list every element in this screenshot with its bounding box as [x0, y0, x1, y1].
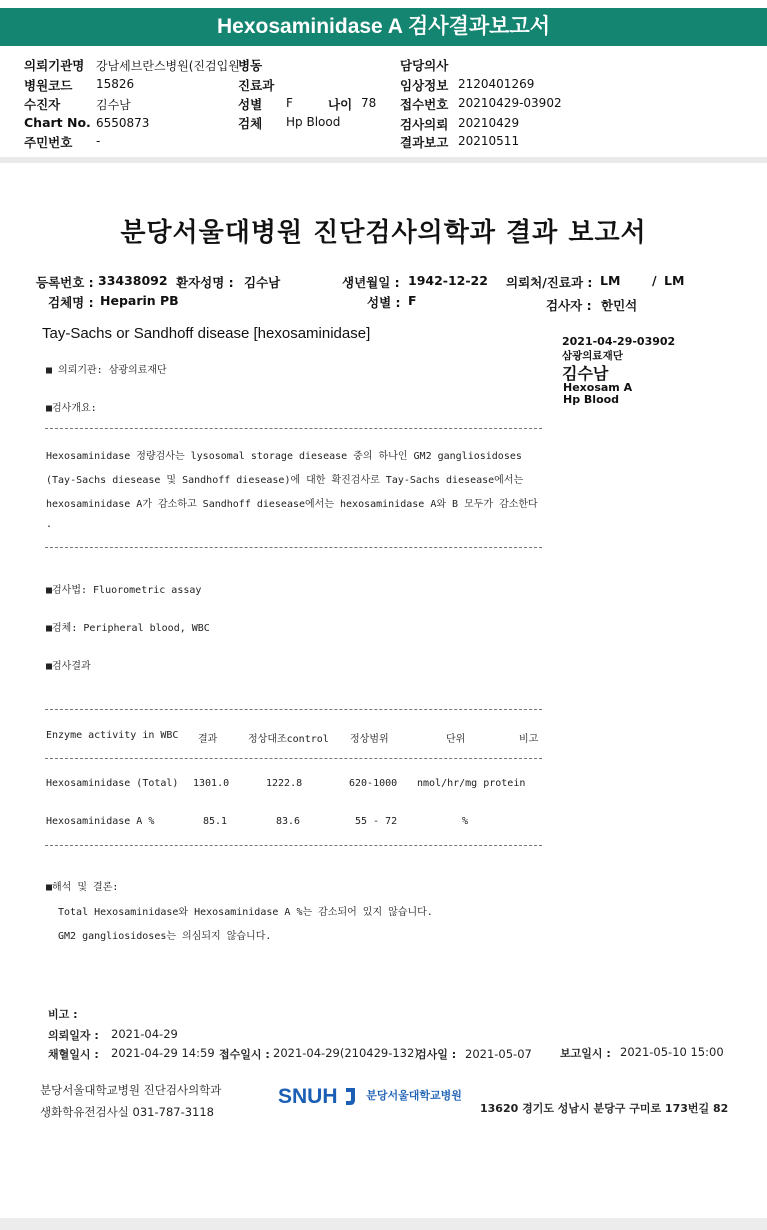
department-label: 진료과 — [238, 78, 275, 93]
results-heading: ■검사결과 — [46, 661, 91, 672]
table-cell: 1222.8 — [266, 778, 303, 789]
lab-contact: 생화학유전검사실 031-787-3118 — [40, 1105, 214, 1119]
table-cell: 85.1 — [203, 816, 228, 827]
clinical-info-label: 임상정보 — [400, 78, 449, 93]
table-cell: Hexosaminidase (Total) — [46, 778, 179, 789]
remarks-label: 비고 : — [48, 1008, 78, 1021]
test-request-value: 20210429 — [458, 116, 520, 130]
collection-time-value: 2021-04-29 14:59 — [111, 1046, 215, 1060]
receipt-number-value: 20210429-03902 — [458, 96, 562, 110]
sex-label: 성별 — [238, 97, 263, 112]
resident-number-label: 주민번호 — [24, 135, 73, 150]
table-header-cell: Enzyme activity in WBC — [46, 730, 179, 741]
stamp-patient-name: 김수남 — [562, 364, 609, 383]
table-cell: 620-1000 — [349, 778, 398, 789]
overview-line: Hexosaminidase 정량검사는 lysosomal storage diesease 중의 하나인 GM2 gangliosidoses — [46, 451, 522, 462]
hospital-code-label: 병원코드 — [24, 78, 73, 93]
table-cell: % — [462, 816, 469, 827]
interpretation-line: GM2 gangliosidoses는 의심되지 않습니다. — [58, 931, 272, 942]
chart-number-value: 6550873 — [96, 116, 150, 130]
report-sex-value: F — [408, 293, 417, 308]
resident-number-value: - — [96, 134, 101, 148]
stamp-institution: 삼광의료재단 — [562, 350, 623, 362]
interpretation-line: Total Hexosaminidase와 Hexosaminidase A %는 감소되어 있지 않습니다. — [58, 907, 433, 918]
hospital-address: 13620 경기도 성남시 분당구 구미로 173번길 82 — [480, 1102, 729, 1115]
table-cell: 1301.0 — [193, 778, 230, 789]
test-name: Tay-Sachs or Sandhoff disease [hexosaminidase] — [42, 325, 371, 342]
table-cell: nmol/hr/mg protein — [417, 778, 526, 789]
patient-name-value: 김수남 — [244, 275, 281, 290]
clinical-info-value: 2120401269 — [458, 77, 535, 91]
overview-heading: ■검사개요: — [46, 403, 97, 414]
header-divider — [0, 157, 767, 163]
specimen-value: Hp Blood — [286, 115, 341, 129]
birth-date-value: 1942-12-22 — [408, 273, 488, 288]
divider — [45, 845, 542, 846]
interpretation-heading: ■해석 및 결론: — [46, 882, 119, 893]
divider — [45, 709, 542, 710]
requesting-dept-separator: / — [652, 273, 657, 288]
request-date-value: 2021-04-29 — [111, 1027, 178, 1041]
table-cell: 83.6 — [276, 816, 301, 827]
request-date-label: 의뢰일자 : — [48, 1029, 99, 1042]
hospital-code-value: 15826 — [96, 77, 135, 91]
registration-number-value: 33438092 — [98, 273, 168, 288]
table-header-cell: 비고 — [519, 734, 539, 745]
examiner-value: 한민석 — [601, 298, 638, 313]
snuh-logo-hospital-name: 분당서울대학교병원 — [366, 1090, 462, 1102]
snuh-logo-text: SNUH — [278, 1085, 338, 1108]
divider — [45, 758, 542, 759]
specimen-name-value: Heparin PB — [100, 293, 179, 308]
birth-date-label: 생년월일 : — [342, 275, 400, 290]
table-header-cell: 결과 — [198, 734, 218, 745]
snuh-logo-mark-icon — [344, 1086, 358, 1106]
lab-department: 분당서울대학교병원 진단검사의학과 — [40, 1083, 222, 1097]
sample-line: ■검체: Peripheral blood, WBC — [46, 623, 210, 634]
patient-value: 김수남 — [96, 98, 131, 112]
collection-time-label: 채혈일시 : — [48, 1048, 99, 1061]
patient-name-label: 환자성명 : — [176, 275, 234, 290]
divider — [45, 547, 542, 548]
test-date-label: 검사일 : — [416, 1048, 457, 1061]
report-date-value: 2021-05-10 15:00 — [620, 1045, 724, 1059]
table-header-cell: 정상대조control — [248, 734, 329, 745]
report-title: 분당서울대병원 진단검사의학과 결과 보고서 — [120, 218, 647, 248]
result-report-label: 결과보고 — [400, 135, 449, 150]
test-request-label: 검사의뢰 — [400, 117, 449, 132]
registration-number-label: 등록번호 : — [36, 275, 94, 290]
snuh-logo — [278, 1085, 462, 1109]
stamp-test-name: Hexosam A — [563, 381, 633, 394]
ward-label: 병동 — [238, 58, 263, 73]
requesting-institution-label: 의뢰기관명 — [24, 58, 85, 73]
specimen-label: 검체 — [238, 116, 263, 131]
page-bottom-edge — [0, 1218, 767, 1230]
age-value: 78 — [361, 96, 377, 110]
attending-doctor-label: 담당의사 — [400, 58, 449, 73]
examiner-label: 검사자 : — [546, 298, 592, 313]
report-date-label: 보고일시 : — [560, 1047, 611, 1060]
table-cell: Hexosaminidase A % — [46, 816, 155, 827]
age-label: 나이 — [328, 97, 353, 112]
stamp-specimen: Hp Blood — [563, 393, 620, 406]
report-sex-label: 성별 : — [367, 295, 401, 310]
requesting-dept-label: 의뢰처/진료과 : — [506, 275, 593, 290]
institution-line: ■ 의뢰기관: 삼광의료재단 — [46, 365, 167, 376]
receipt-number-label: 접수번호 — [400, 97, 449, 112]
table-header-cell: 정상범위 — [350, 734, 389, 745]
stamp-receipt-number: 2021-04-29-03902 — [562, 335, 676, 348]
patient-label: 수진자 — [24, 97, 61, 112]
specimen-name-label: 검체명 : — [48, 295, 94, 310]
receipt-time-label: 접수일시 : — [219, 1048, 270, 1061]
overview-line: (Tay-Sachs diesease 및 Sandhoff diesease)에 대한 확진검사로 Tay-Sachs diesease에서는 — [46, 475, 524, 486]
sex-value: F — [286, 96, 293, 110]
method-line: ■검사법: Fluorometric assay — [46, 585, 202, 596]
result-report-value: 20210511 — [458, 134, 520, 148]
requesting-dept-value-2: LM — [664, 273, 685, 288]
table-header-cell: 단위 — [446, 734, 466, 745]
receipt-time-value: 2021-04-29(210429-132) — [273, 1046, 419, 1060]
report-header-title: Hexosaminidase A 검사결과보고서 — [0, 8, 767, 46]
test-date-value: 2021-05-07 — [465, 1047, 532, 1061]
table-cell: 55 - 72 — [355, 816, 398, 827]
divider — [45, 428, 542, 429]
overview-line: hexosaminidase A가 감소하고 Sandhoff diesease에서는 hexosaminidase A와 B 모두가 감소한다 — [46, 499, 538, 510]
overview-line: . — [46, 519, 53, 530]
chart-number-label: Chart No. — [24, 115, 91, 130]
requesting-institution-value: 강남세브란스병원(진검입원 — [96, 59, 240, 73]
requesting-dept-value-1: LM — [600, 273, 621, 288]
